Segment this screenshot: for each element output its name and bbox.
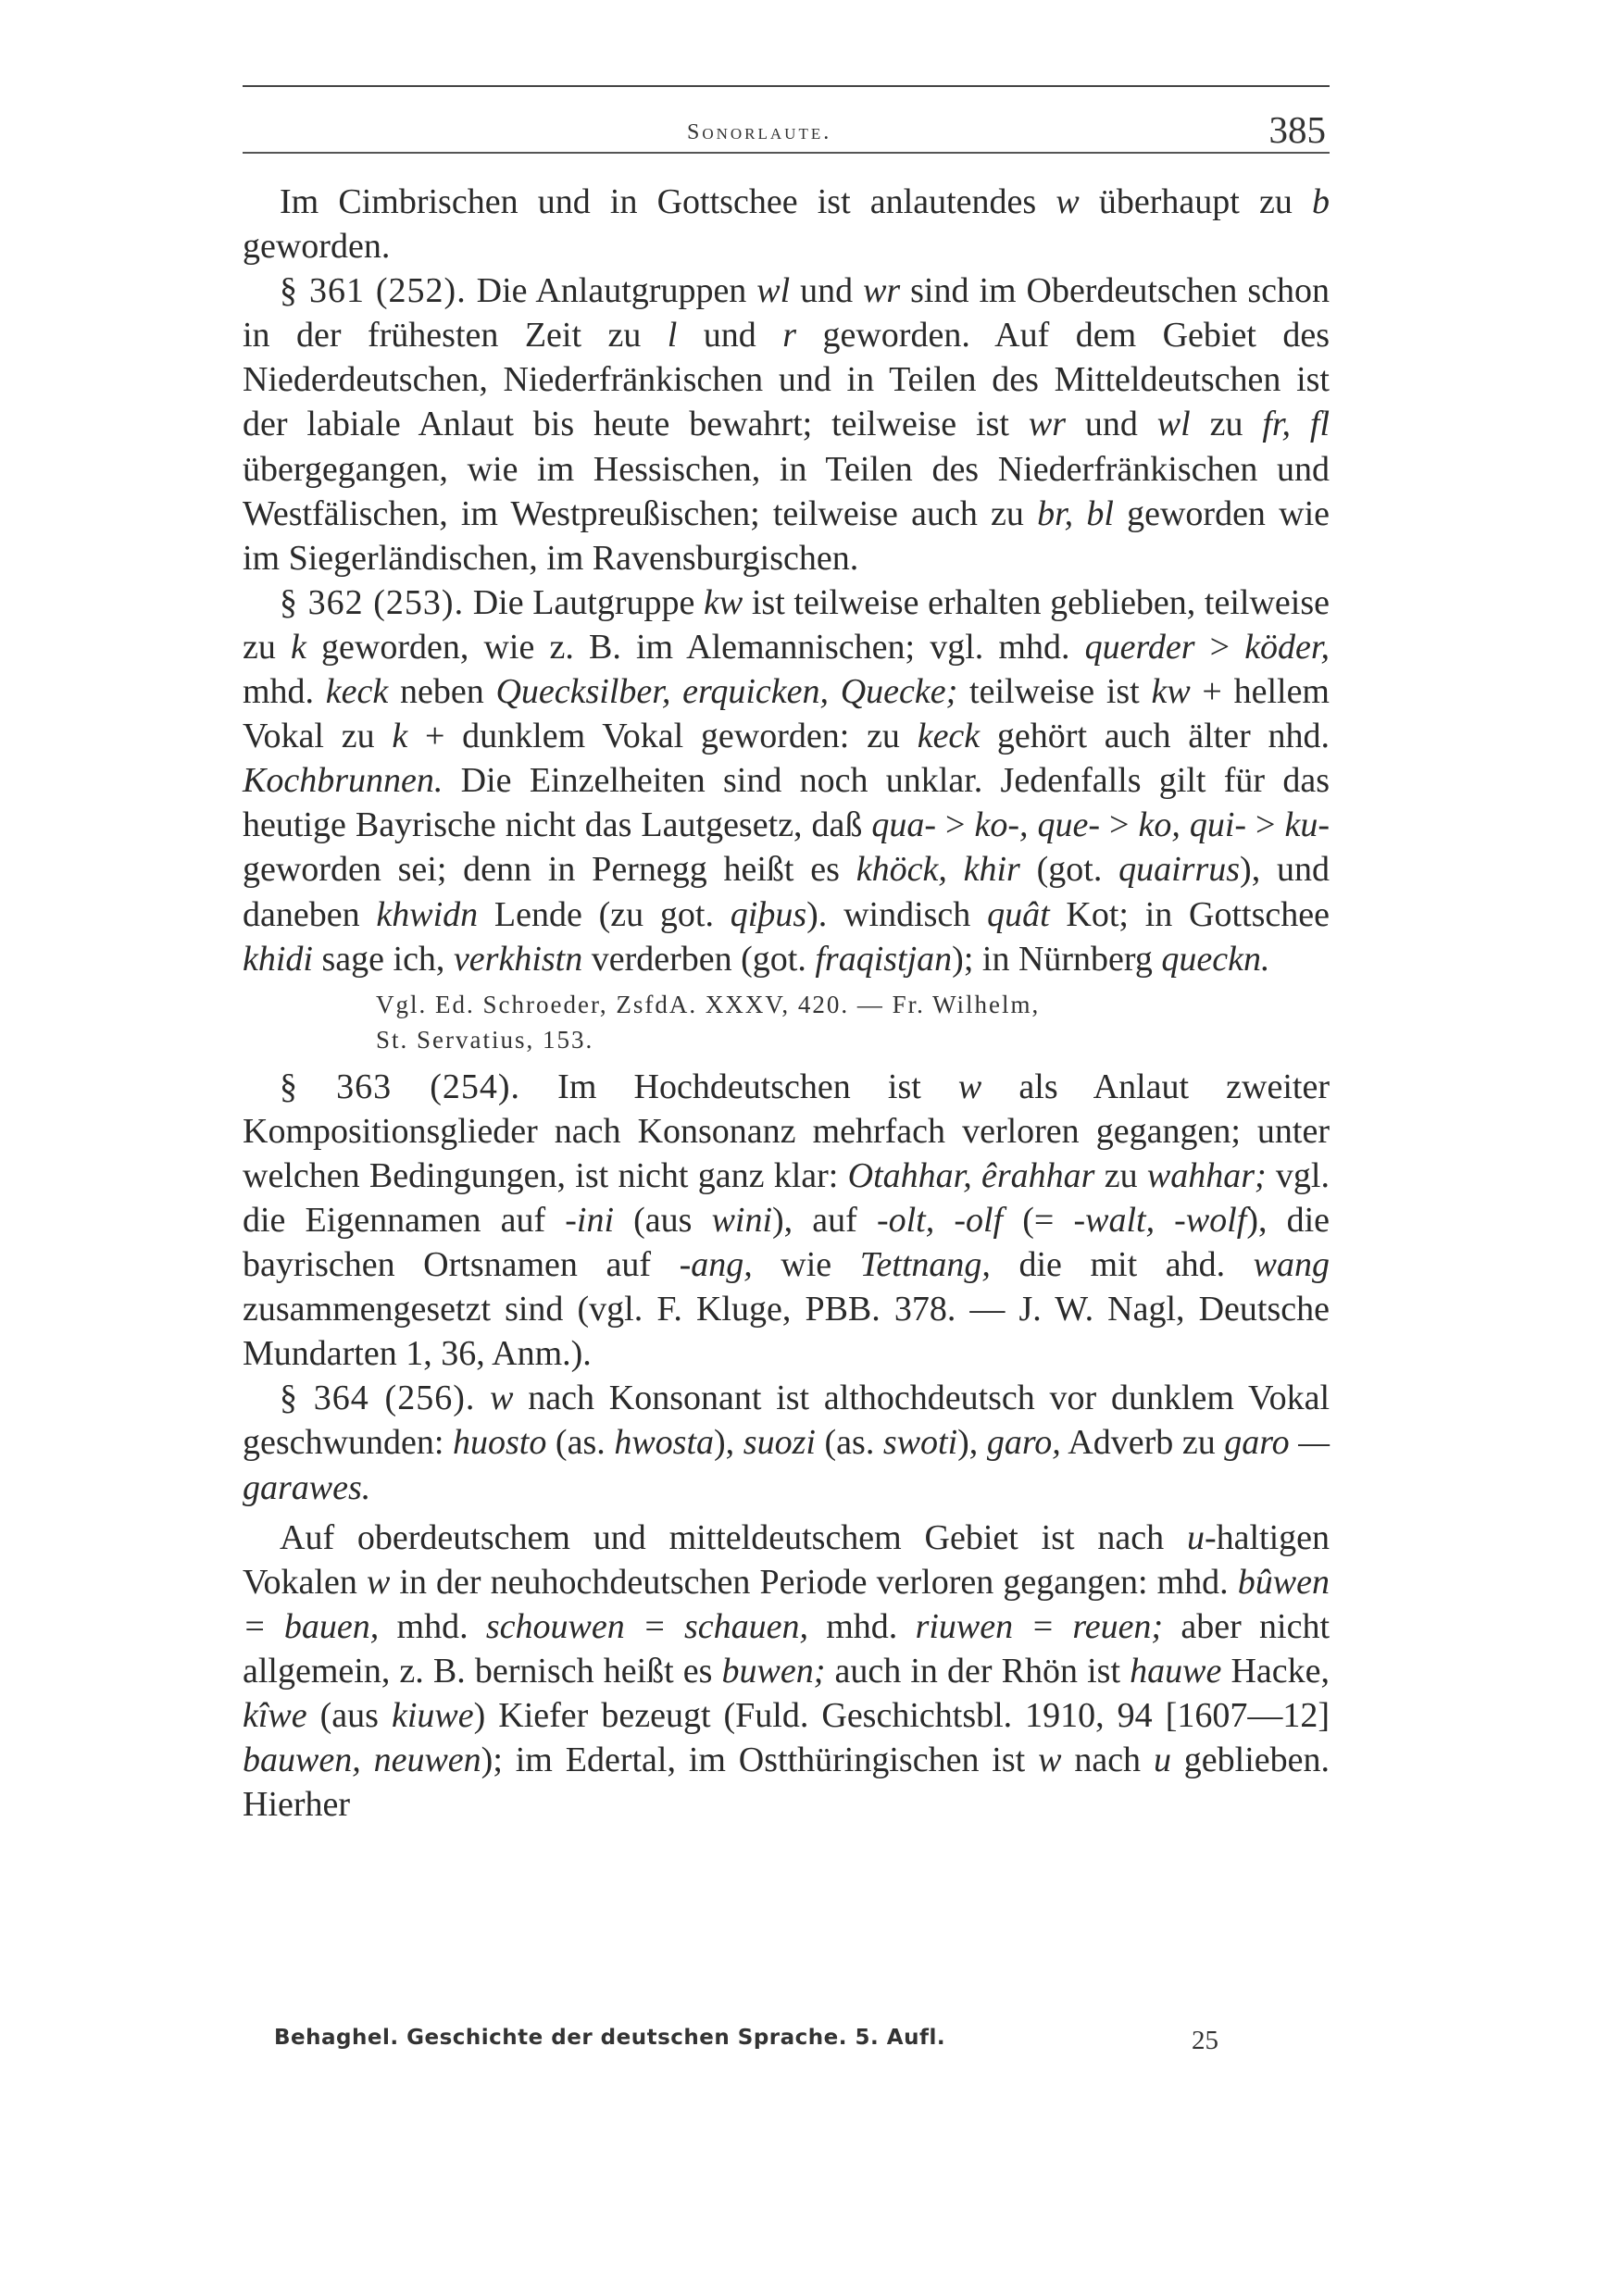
text-span: mhd. [807, 1606, 916, 1646]
text-span: ), auf [772, 1200, 877, 1240]
italic-span: ku- [1284, 805, 1330, 845]
text-span: geblieben. Hierher [243, 1741, 1330, 1825]
text-span: übergegangen, wie im Hessischen, in Teilen des Niederfränkischen und Westfälischen, im Westpreußischen; teilweise auch zu [243, 449, 1330, 533]
section-number: § 361 (252). [280, 271, 467, 311]
italic-span: kîwe [243, 1696, 307, 1735]
page-footer [274, 2026, 1246, 2063]
italic-span: garo, [986, 1423, 1061, 1463]
italic-span: khöck, khir [856, 850, 1020, 890]
text-span: (aus [614, 1200, 712, 1240]
text-span: und [1065, 405, 1157, 444]
text-span: wie [752, 1245, 860, 1285]
italic-span: -ang, [679, 1245, 753, 1285]
footer-signature: 25 [1192, 2026, 1218, 2055]
text-span: Adverb zu [1060, 1423, 1225, 1463]
page-number: 385 [1268, 108, 1326, 151]
paragraph-oberdeutsch [243, 1516, 1330, 1828]
italic-span: verkhistn [453, 939, 583, 979]
italic-span: keck [325, 672, 389, 712]
italic-span: br, bl [1037, 493, 1114, 533]
italic-span: wl [756, 271, 791, 311]
text-span: sind im Oberdeutschen schon in der frühesten Zeit zu [243, 271, 1330, 356]
text-span: zu [1190, 405, 1263, 444]
italic-span: wang [1253, 1245, 1330, 1285]
text-span: > [1100, 805, 1139, 845]
text-span: Die Lautgruppe [464, 582, 704, 622]
text-span: > [1246, 805, 1285, 845]
text-span: + dunklem Vokal geworden: zu [407, 717, 918, 756]
text-span: (got. [1019, 850, 1119, 890]
italic-span: w [1056, 182, 1080, 221]
paragraph-section-363 [243, 1065, 1330, 1377]
text-span: auch in der Rhön ist [825, 1651, 1131, 1691]
text-span: (aus [306, 1696, 392, 1735]
italic-span: hwosta [614, 1423, 715, 1463]
text-span: (= [1003, 1200, 1074, 1240]
italic-span: u [1153, 1741, 1171, 1780]
italic-span: köder, [1244, 627, 1330, 667]
italic-span: Kochbrunnen. [243, 761, 443, 801]
note-line: St. Servatius, 153. [376, 1025, 594, 1054]
text-span: mhd. [379, 1606, 486, 1646]
text-span: Lende (zu got. [478, 894, 731, 934]
italic-span: qua- [871, 805, 937, 845]
text-span: ), die bayrischen Ortsnamen auf [243, 1200, 1330, 1285]
text-span: ). windisch [806, 894, 988, 934]
text-span: überhaupt zu [1079, 182, 1312, 221]
italic-span: wahhar; [1146, 1155, 1267, 1195]
italic-span: -olt, -olf [876, 1200, 1004, 1240]
text-span: aber nicht allgemein, z. B. bernisch heißt es [243, 1606, 1330, 1691]
italic-span: w [366, 1562, 391, 1602]
italic-span: Otahhar, êrahhar [847, 1155, 1095, 1195]
italic-span: wini [711, 1200, 773, 1240]
italic-span: huosto [452, 1423, 547, 1463]
italic-span: -walt, -wolf [1073, 1200, 1247, 1240]
text-span: teilweise ist [957, 672, 1152, 712]
italic-span: fr, fl [1262, 405, 1330, 444]
text-span: neben [388, 672, 496, 712]
italic-span: khwidn [376, 894, 479, 934]
italic-span: bûwen = bauen, [243, 1562, 1330, 1646]
paragraph-section-361 [243, 268, 1330, 580]
text-span: > [1194, 627, 1245, 667]
italic-span: garo — garawes. [243, 1423, 1330, 1507]
text-span: ), [714, 1423, 743, 1463]
text-span: (as. [546, 1423, 615, 1463]
italic-span: suozi [743, 1423, 816, 1463]
italic-span: kw [704, 582, 743, 622]
text-span: Kot; in Gottschee [1049, 894, 1330, 934]
footer-source: Behaghel. Geschichte der deutschen Sprache. 5. Aufl. [274, 2026, 946, 2050]
italic-span: Quecksilber, erquicken, Quecke; [495, 672, 958, 712]
italic-span: ko, qui- [1138, 805, 1247, 845]
text-span: + hellem Vokal zu [243, 672, 1330, 756]
text-span: Die Einzelheiten sind noch unklar. Jedenfalls gilt für das heutige Bayrische nicht das Lautgesetz, daß [243, 761, 1330, 845]
text-span: -haltigen Vokalen [243, 1517, 1330, 1602]
italic-span: k [392, 717, 408, 756]
note-line: Vgl. Ed. Schroeder, ZsfdA. XXXV, 420. — Fr. Wilhelm, [376, 990, 1041, 1018]
italic-span: w [1038, 1741, 1062, 1780]
italic-span: querder [1084, 627, 1195, 667]
text-span: geworden sei; denn in Pernegg heißt es [243, 850, 856, 890]
text-span: geworden wie im Siegerländischen, im Ravensburgischen. [243, 493, 1330, 578]
head-rule [243, 152, 1330, 154]
top-rule [243, 85, 1330, 87]
italic-span: riuwen = reuen; [915, 1606, 1164, 1646]
text-span: und [790, 271, 864, 311]
text-span: ist teilweise erhalten geblieben, teilweise zu [243, 582, 1330, 667]
text-span: > [936, 805, 975, 845]
text-span: verderben (got. [582, 939, 816, 979]
text-span [475, 1379, 490, 1417]
italic-span: u [1186, 1517, 1205, 1557]
italic-span: qiþus [730, 894, 807, 934]
italic-span: schouwen = schauen, [485, 1606, 808, 1646]
italic-span: -ini [565, 1200, 615, 1240]
section-number: § 362 (253). [280, 582, 465, 622]
text-span: ), und daneben [243, 850, 1330, 934]
italic-span: w [490, 1379, 514, 1418]
body-text [243, 180, 1330, 1827]
italic-span: bauwen, neuwen [243, 1741, 481, 1780]
italic-span: l [667, 316, 678, 356]
italic-span: kiuwe [391, 1696, 474, 1735]
text-span: sage ich, [312, 939, 454, 979]
text-span: zu [1094, 1155, 1147, 1195]
italic-span: ko-, que- [974, 805, 1101, 845]
italic-span: quairrus [1118, 850, 1241, 890]
text-span: mhd. [243, 672, 326, 712]
text-span: Die Anlautgruppen [466, 271, 757, 311]
italic-span: Tettnang, [859, 1245, 991, 1285]
italic-span: wr [1028, 405, 1066, 444]
text-span: geworden. Auf dem Gebiet des Niederdeutschen, Niederfränkischen und in Teilen des Mitteldeutschen ist der labiale Anlaut bis heute bewahrt; teilweise ist [243, 316, 1330, 444]
text-span: (as. [815, 1423, 883, 1463]
text-span: in der neuhochdeutschen Periode verloren gegangen: mhd. [390, 1562, 1238, 1602]
text-span: als Anlaut zweiter Kompositionsglieder nach Konsonanz mehrfach verloren gegangen; unter welchen Bedingungen, ist nicht ganz klar: [243, 1067, 1330, 1195]
section-number: § 364 (256). [280, 1379, 476, 1418]
italic-span: k [291, 627, 306, 667]
text-span: Im Hochdeutschen ist [520, 1067, 958, 1106]
text-span: zusammengesetzt sind (vgl. F. Kluge, PBB. 378. — J. W. Nagl, Deutsche Mundarten 1, 36, Anm.). [243, 1290, 1330, 1374]
italic-span: buwen; [721, 1651, 826, 1691]
text-span: geworden, wie z. B. im Alemannischen; vgl. mhd. [306, 627, 1085, 667]
text-span: und [677, 316, 783, 356]
italic-span: khidi [243, 939, 313, 979]
italic-span: keck [917, 717, 981, 756]
text-span: geworden. [243, 227, 391, 267]
italic-span: fraqistjan [815, 939, 953, 979]
bibliographic-note [243, 987, 1330, 1057]
italic-span: wr [863, 271, 901, 311]
text-span: vgl. die Eigennamen auf [243, 1155, 1330, 1240]
paragraph-section-364 [243, 1376, 1330, 1509]
italic-span: hauwe [1130, 1651, 1222, 1691]
italic-span: b [1312, 182, 1330, 221]
italic-span: kw [1151, 672, 1191, 712]
italic-span: swoti [882, 1423, 958, 1463]
text-span: Im Cimbrischen und in Gottschee ist anlautendes [280, 182, 1056, 221]
paragraph-section-362 [243, 580, 1330, 981]
paragraph-cimbrisch [243, 180, 1330, 268]
text-span: die mit ahd. [990, 1245, 1254, 1285]
text-span: gehört auch älter nhd. [980, 717, 1330, 756]
italic-span: quât [987, 894, 1050, 934]
italic-span: w [957, 1067, 982, 1106]
text-span: ), [957, 1423, 987, 1463]
text-span: Auf oberdeutschem und mitteldeutschem Gebiet ist nach [280, 1517, 1187, 1557]
text-span: ) Kiefer bezeugt (Fuld. Geschichtsbl. 1910, 94 [1607—12] [473, 1696, 1330, 1735]
text-span: Hacke, [1221, 1651, 1330, 1691]
italic-span: wl [1156, 405, 1191, 444]
text-span: nach Konsonant ist althochdeutsch vor dunklem Vokal geschwunden: [243, 1379, 1330, 1463]
text-span: ); im Edertal, im Ostthüringischen ist [481, 1741, 1039, 1780]
italic-span: r [782, 316, 797, 356]
italic-span: queckn. [1161, 939, 1270, 979]
running-head-title: Sonorlaute. [687, 120, 832, 144]
section-number: § 363 (254). [280, 1067, 521, 1106]
text-span: ); in Nürnberg [952, 939, 1162, 979]
text-span: nach [1061, 1741, 1154, 1780]
